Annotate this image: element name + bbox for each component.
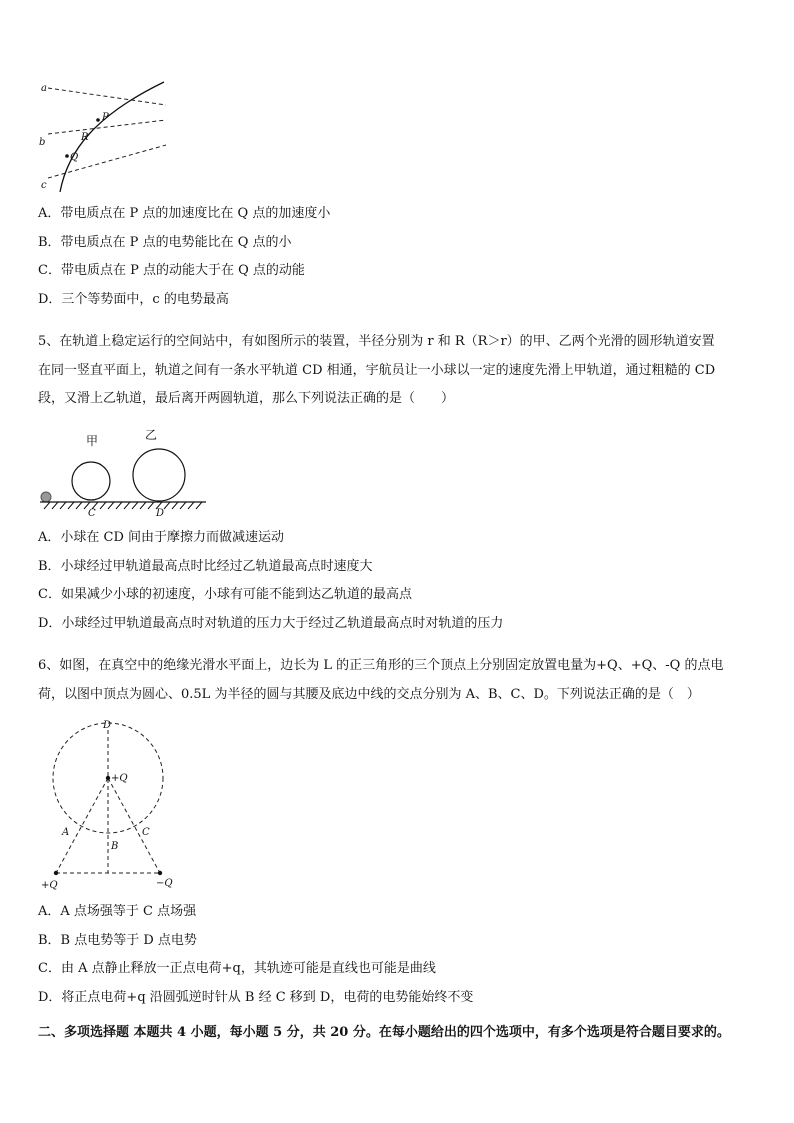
q5-stem-line: 5、在轨道上稳定运行的空间站中，有如图所示的装置，半径分别为 r 和 R（R＞r）的甲、乙两个光滑的圆形轨道安置 — [38, 334, 715, 349]
left-edge — [56, 778, 108, 873]
track-yi-circle — [133, 449, 185, 501]
label-c: C — [142, 827, 150, 838]
track-jia-circle — [72, 462, 110, 500]
q4-figure — [36, 80, 176, 200]
q4-option-c: C．带电质点在 P 点的动能大于在 Q 点的动能 — [38, 263, 305, 278]
label-right-charge: −Q — [156, 878, 173, 889]
q4-option-a: A．带电质点在 P 点的加速度比在 Q 点的加速度小 — [38, 206, 331, 221]
q6-option-a: A．A 点场强等于 C 点场强 — [38, 904, 197, 919]
q4-option-b: B．带电质点在 P 点的电势能比在 Q 点的小 — [38, 234, 292, 250]
q4-options — [38, 200, 758, 314]
q5-option-d: D．小球经过甲轨道最高点时对轨道的压力大于经过乙轨道最高点时对轨道的压力 — [38, 615, 504, 631]
label-d: D — [156, 508, 165, 519]
q5-option-a: A．小球在 CD 间由于摩擦力而做减速运动 — [38, 530, 285, 545]
q6-options — [38, 898, 758, 1012]
label-b: B — [111, 841, 119, 852]
q5-stem — [38, 328, 758, 414]
q5-options — [38, 524, 758, 638]
label-b: b — [39, 137, 46, 148]
label-left-charge: +Q — [41, 880, 58, 891]
q6-option-b: B．B 点电势等于 D 点电势 — [38, 932, 197, 948]
label-c: c — [41, 180, 47, 191]
label-r: R — [81, 132, 89, 143]
label-c: C — [88, 508, 96, 519]
q6-stem-line: 荷，以图中顶点为圆心、0.5L 为半径的圆与其腰及底边中线的交点分别为 A、B、C、D。下列说法正确的是（ ） — [38, 686, 700, 702]
trajectory-curve — [60, 82, 164, 192]
right-edge — [108, 778, 160, 873]
label-a: A — [62, 827, 70, 838]
q5-stem-line: 在同一竖直平面上，轨道之间有一条水平轨道 CD 相通，宇航员让一小球以一定的速度先滑上甲轨道，通过粗糙的 CD — [38, 362, 716, 378]
q5-option-c: C．如果减少小球的初速度，小球有可能不能到达乙轨道的最高点 — [38, 587, 412, 602]
charge-left-dot — [54, 871, 58, 875]
q5-stem-line: 段，又滑上乙轨道，最后离开两圆轨道，那么下列说法正确的是（ ） — [38, 391, 455, 406]
charge-top-dot — [106, 776, 110, 780]
ground-hatching — [44, 502, 202, 509]
label-q: Q — [70, 152, 79, 163]
q6-stem-line: 6、如图，在真空中的绝缘光滑水平面上，边长为 L 的正三角形的三个顶点上分别固定放置电量为+Q、+Q、-Q 的点电 — [38, 658, 724, 673]
label-a: a — [41, 83, 47, 94]
label-yi: 乙 — [145, 428, 158, 442]
q5-option-b: B．小球经过甲轨道最高点时比经过乙轨道最高点时速度大 — [38, 558, 373, 574]
label-p: P — [102, 112, 109, 123]
label-top-charge: +Q — [111, 773, 128, 784]
q6-stem — [38, 652, 758, 709]
point-q-dot — [65, 154, 69, 158]
q6-figure — [36, 718, 186, 893]
charge-right-dot — [158, 871, 162, 875]
q4-option-d: D．三个等势面中，c 的电势最高 — [38, 291, 229, 307]
point-p-dot — [96, 118, 100, 122]
q6-option-c: C．由 A 点静止释放一正点电荷+q，其轨迹可能是直线也可能是曲线 — [38, 961, 436, 976]
label-jia: 甲 — [86, 434, 99, 448]
q6-option-d: D．将正点电荷+q 沿圆弧逆时针从 B 经 C 移到 D，电荷的电势能始终不变 — [38, 989, 474, 1005]
section2-heading: 二、多项选择题 本题共 4 小题，每小题 5 分，共 20 分。在每小题给出的四个选项中，有多个选项是符合题目要求的。 — [38, 1025, 730, 1040]
ball — [41, 492, 51, 502]
label-d: D — [103, 720, 112, 731]
q5-figure — [36, 425, 216, 520]
